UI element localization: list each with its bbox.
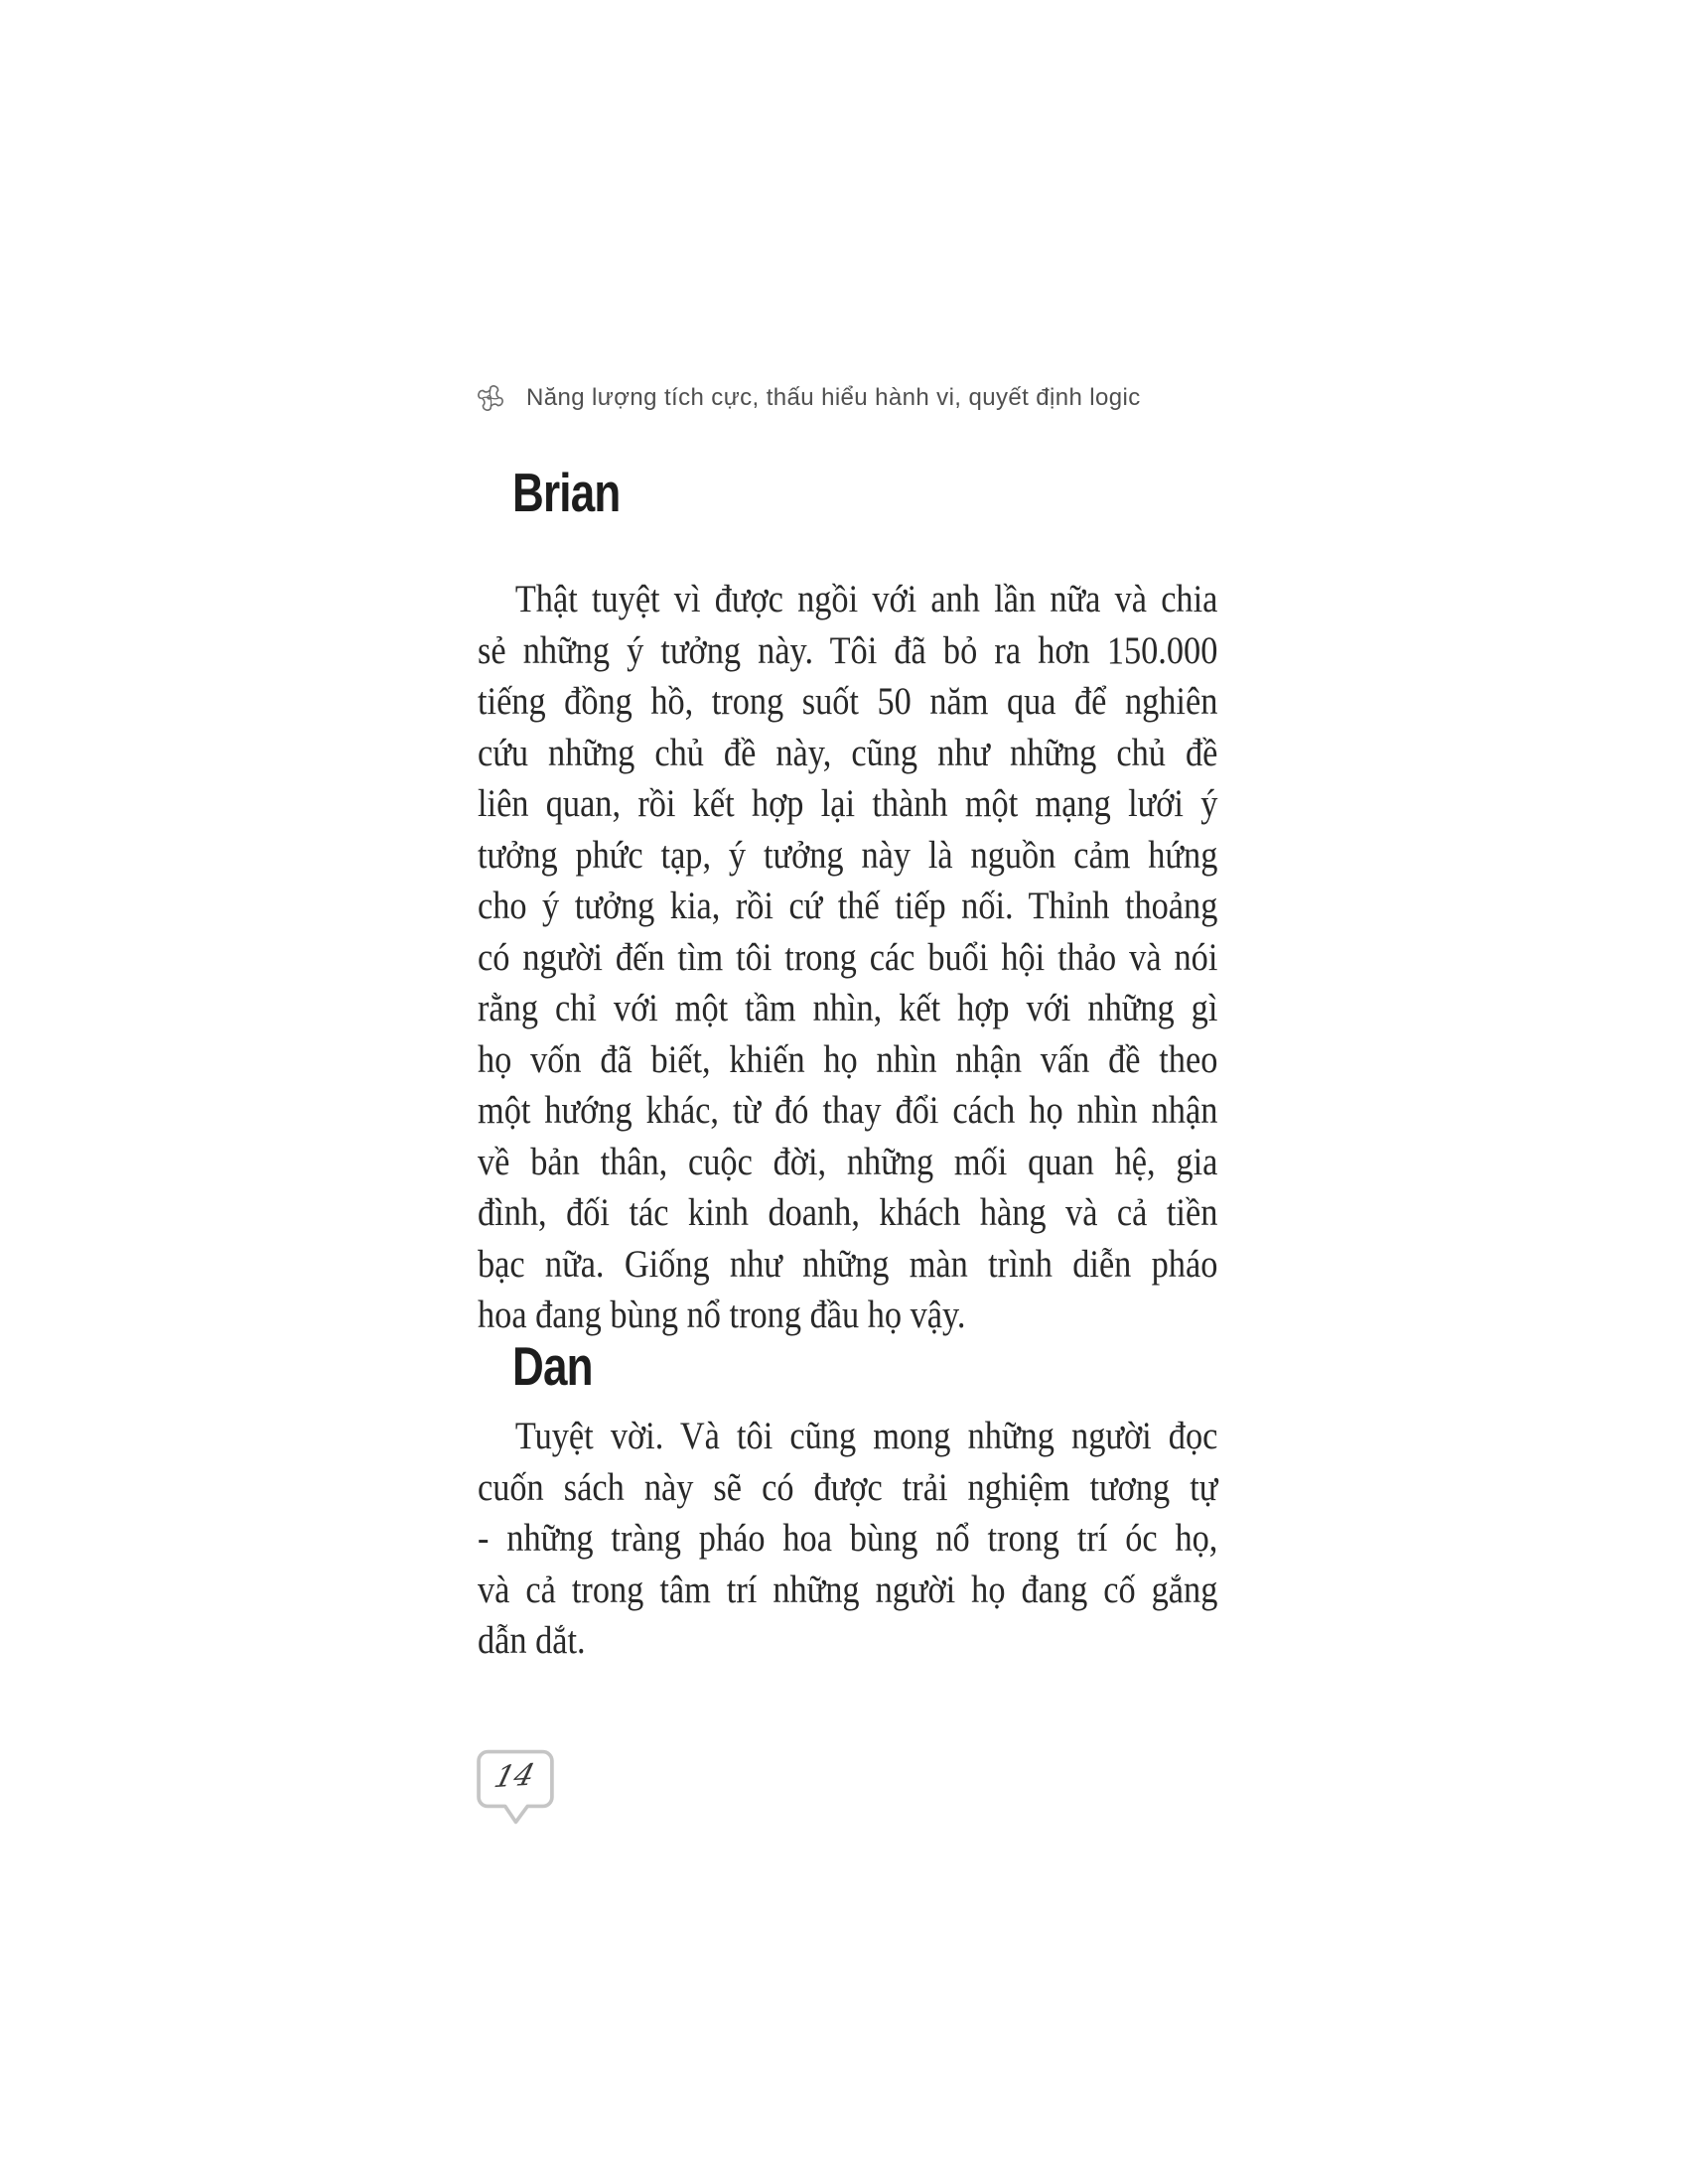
page-number-bubble xyxy=(477,1749,556,1827)
text-line: - những tràng pháo hoa bùng nổ trong trí óc họ, xyxy=(478,1517,1218,1560)
text-line: có người đến tìm tôi trong các buổi hội thảo và nói xyxy=(478,935,1218,979)
text-line: về bản thân, cuộc đời, những mối quan hệ, gia xyxy=(478,1140,1218,1183)
text-line: tưởng phức tạp, ý tưởng này là nguồn cảm hứng xyxy=(478,833,1218,877)
paragraph-brian xyxy=(478,574,1217,1341)
text-line: cứu những chủ đề này, cũng như những chủ đề xyxy=(478,731,1218,774)
text-line: rằng chỉ với một tầm nhìn, kết hợp với những gì xyxy=(478,987,1218,1029)
text-line: sẻ những ý tưởng này. Tôi đã bỏ ra hơn 150.000 xyxy=(478,628,1218,672)
paragraph-dan xyxy=(478,1411,1217,1667)
page-number: 14 xyxy=(491,1757,538,1796)
text-line: cho ý tưởng kia, rồi cứ thế tiếp nối. Thỉnh thoảng xyxy=(478,885,1218,927)
text-line: đình, đối tác kinh doanh, khách hàng và cả tiền xyxy=(478,1191,1218,1234)
text-line: Thật tuyệt vì được ngồi với anh lần nữa và chia xyxy=(514,578,1218,620)
speaker-heading-brian: Brian xyxy=(512,462,621,523)
text-line: dẫn dắt. xyxy=(478,1619,586,1662)
speaker-heading-dan: Dan xyxy=(512,1335,593,1397)
text-line: và cả trong tâm trí những người họ đang cố gắng xyxy=(478,1568,1218,1611)
text-line: liên quan, rồi kết hợp lại thành một mạng lưới ý xyxy=(478,782,1218,825)
text-line: Tuyệt vời. Và tôi cũng mong những người đọc xyxy=(514,1415,1218,1457)
puzzle-brain-icon xyxy=(475,381,506,415)
text-line: hoa đang bùng nổ trong đầu họ vậy. xyxy=(478,1294,966,1336)
text-line: tiếng đồng hồ, trong suốt 50 năm qua để nghiên xyxy=(478,680,1218,723)
page-header xyxy=(475,381,1141,415)
text-line: cuốn sách này sẽ có được trải nghiệm tương tự xyxy=(478,1465,1218,1509)
text-line: bạc nữa. Giống như những màn trình diễn pháo xyxy=(478,1242,1218,1286)
text-line: họ vốn đã biết, khiến họ nhìn nhận vấn đề theo xyxy=(478,1037,1218,1081)
running-head-text: Năng lượng tích cực, thấu hiểu hành vi, quyết định logic xyxy=(526,384,1141,411)
text-line: một hướng khác, từ đó thay đổi cách họ nhìn nhận xyxy=(478,1089,1218,1132)
